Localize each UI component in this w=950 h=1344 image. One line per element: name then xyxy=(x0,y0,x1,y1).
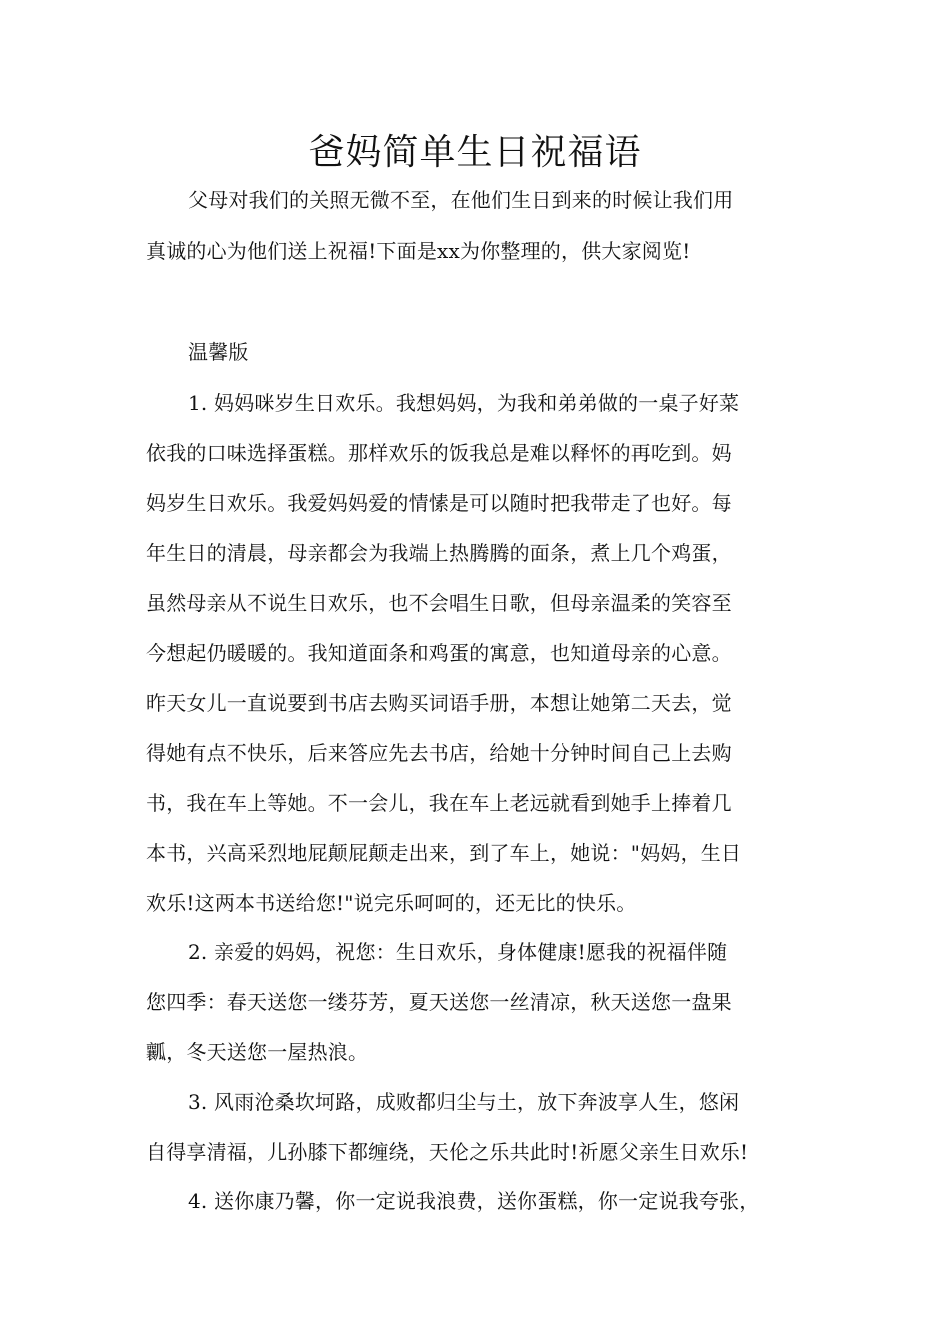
paragraph-line: 昨天女儿一直说要到书店去购买词语手册，本想让她第二天去，觉 xyxy=(146,691,732,715)
paragraph-line: 本书，兴高采烈地屁颠屁颠走出来，到了车上，她说："妈妈，生日 xyxy=(146,841,742,865)
paragraph-line: 书，我在车上等她。不一会儿，我在车上老远就看到她手上捧着几 xyxy=(146,791,732,815)
paragraph-line: 您四季：春天送您一缕芬芳，夏天送您一丝清凉，秋天送您一盘果 xyxy=(146,990,732,1014)
document-title: 爸妈简单生日祝福语 xyxy=(308,132,642,173)
intro-line: 真诚的心为他们送上祝福!下面是xx为你整理的，供大家阅览! xyxy=(146,239,691,263)
paragraph-line: 自得享清福，儿孙膝下都缠绕，天伦之乐共此时!祈愿父亲生日欢乐! xyxy=(146,1140,749,1164)
paragraph-line: 4. 送你康乃馨，你一定说我浪费，送你蛋糕，你一定说我夸张， xyxy=(188,1189,760,1213)
paragraph-line: 瓤，冬天送您一屋热浪。 xyxy=(146,1040,369,1064)
paragraph-line: 3. 风雨沧桑坎坷路，成败都归尘与土，放下奔波享人生，悠闲 xyxy=(188,1090,740,1114)
paragraph-line: 依我的口味选择蛋糕。那样欢乐的饭我总是难以释怀的再吃到。妈 xyxy=(146,441,732,465)
paragraph-line: 1. 妈妈咪岁生日欢乐。我想妈妈，为我和弟弟做的一桌子好菜 xyxy=(188,391,740,415)
paragraph-line: 得她有点不快乐，后来答应先去书店，给她十分钟时间自己上去购 xyxy=(146,741,732,765)
paragraph-line: 2. 亲爱的妈妈，祝您：生日欢乐，身体健康!愿我的祝福伴随 xyxy=(188,940,728,964)
section-heading: 温馨版 xyxy=(188,340,249,364)
paragraph-line: 年生日的清晨，母亲都会为我端上热腾腾的面条，煮上几个鸡蛋， xyxy=(146,541,732,565)
paragraph-line: 妈岁生日欢乐。我爱妈妈爱的情愫是可以随时把我带走了也好。每 xyxy=(146,491,732,515)
paragraph-line: 今想起仍暖暖的。我知道面条和鸡蛋的寓意，也知道母亲的心意。 xyxy=(146,641,732,665)
intro-line: 父母对我们的关照无微不至，在他们生日到来的时候让我们用 xyxy=(188,188,734,212)
paragraph-line: 虽然母亲从不说生日欢乐，也不会唱生日歌，但母亲温柔的笑容至 xyxy=(146,591,732,615)
paragraph-line: 欢乐!这两本书送给您!"说完乐呵呵的，还无比的快乐。 xyxy=(146,891,637,915)
